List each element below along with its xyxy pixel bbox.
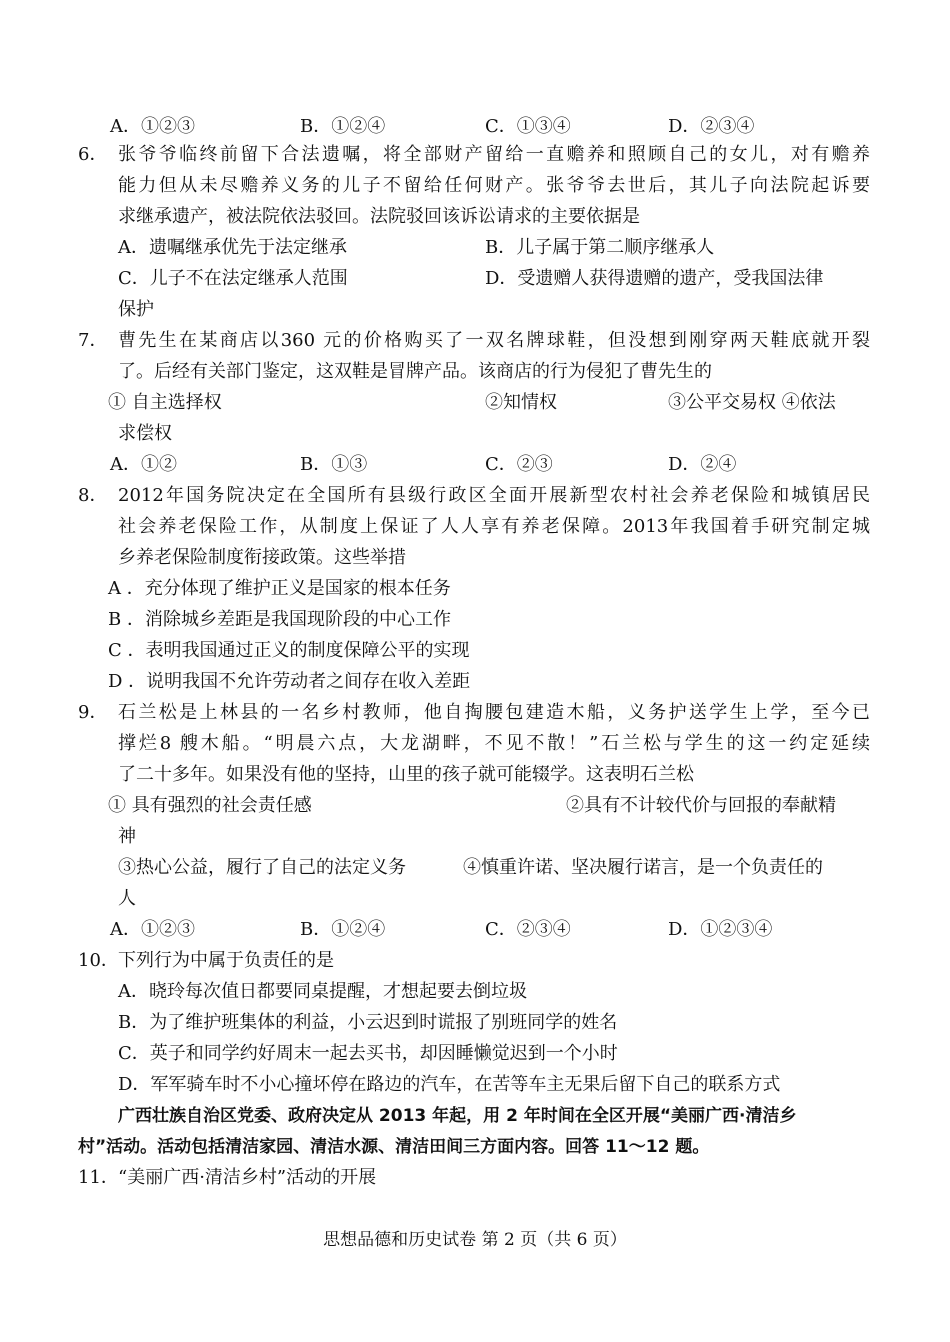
q8-option-a: A ．充分体现了维护正义是国家的根本任务 (108, 578, 451, 599)
q10-option-d: D．军军骑车时不小心撞坏停在路边的汽车，在苦等车主无果后留下自己的联系方式 (118, 1074, 781, 1095)
q6-option-b: B．儿子属于第二顺序继承人 (485, 237, 715, 258)
q6-number: 6． (78, 144, 108, 165)
q10-option-a: A．晓玲每次值日都要同桌提醒，才想起要去倒垃圾 (118, 981, 527, 1002)
q9-option-b: B．①②④ (300, 919, 386, 940)
q8-option-d: D ．说明我国不允许劳动者之间存在收入差距 (108, 671, 471, 692)
q9-number: 9． (78, 702, 108, 723)
q6-option-d: D．受遗赠人获得遗赠的遗产，受我国法律 (485, 268, 824, 289)
q8-stem-line: 乡养老保险制度衔接政策。这些举措 (118, 547, 406, 568)
q9-stem-line: 了二十多年。如果没有他的坚持，山里的孩子就可能辍学。这表明石兰松 (118, 764, 694, 785)
q9-item-1: ① 具有强烈的社会责任感 (108, 795, 312, 816)
q10-option-b: B．为了维护班集体的利益，小云迟到时谎报了别班同学的姓名 (118, 1012, 618, 1033)
q7-number: 7． (78, 330, 108, 351)
q9-option-c: C．②③④ (485, 919, 571, 940)
q7-item-2: ②知情权 (485, 392, 557, 413)
q7-stem-line: 了。后经有关部门鉴定，这双鞋是冒牌产品。该商店的行为侵犯了曹先生的 (118, 361, 712, 382)
q6-option-d-cont: 保护 (118, 299, 154, 320)
q9-stem-line: 撑烂8 艘木船。“明晨六点，大龙湖畔，不见不散！”石兰松与学生的这一约定延续 (118, 733, 870, 754)
material-paragraph-line: 广西壮族自治区党委、政府决定从 2013 年起，用 2 年时间在全区开展“美丽广西·清洁乡 (118, 1106, 797, 1126)
q7-option-a: A．①② (110, 454, 177, 475)
q7-item-3-4: ③公平交易权 ④依法 (668, 392, 836, 413)
q7-item-4-cont: 求偿权 (118, 423, 172, 444)
q8-option-c: C ．表明我国通过正义的制度保障公平的实现 (108, 640, 470, 661)
q6-option-c: C．儿子不在法定继承人范围 (118, 268, 348, 289)
q9-item-2: ②具有不计较代价与回报的奉献精 (566, 795, 836, 816)
q10-stem: 下列行为中属于负责任的是 (118, 950, 334, 971)
q7-option-d: D．②④ (668, 454, 737, 475)
q11-stem: “美丽广西·清洁乡村”活动的开展 (118, 1167, 377, 1188)
q8-option-b: B ．消除城乡差距是我国现阶段的中心工作 (108, 609, 451, 630)
q6-stem-line: 能力但从未尽赡养义务的儿子不留给任何财产。张爷爷去世后，其儿子向法院起诉要 (118, 175, 870, 196)
q10-number: 10． (78, 950, 119, 971)
q8-stem-line: 社会养老保险工作，从制度上保证了人人享有养老保障。2013年我国着手研究制定城 (118, 516, 870, 537)
q5-option-b: B．①②④ (300, 116, 386, 137)
q7-option-b: B．①③ (300, 454, 368, 475)
q9-item-3: ③热心公益，履行了自己的法定义务 (118, 857, 406, 878)
q6-stem-line: 求继承遗产，被法院依法驳回。法院驳回该诉讼请求的主要依据是 (118, 206, 640, 227)
q10-option-c: C．英子和同学约好周末一起去买书，却因睡懒觉迟到一个小时 (118, 1043, 618, 1064)
q9-item-2-cont: 神 (118, 826, 136, 847)
q8-number: 8． (78, 485, 108, 506)
q6-stem-line: 张爷爷临终前留下合法遗嘱，将全部财产留给一直赡养和照顾自己的女儿，对有赡养 (118, 144, 870, 165)
q8-stem-line: 2012年国务院决定在全国所有县级行政区全面开展新型农村社会养老保险和城镇居民 (118, 485, 870, 506)
q7-option-c: C．②③ (485, 454, 553, 475)
q5-option-c: C．①③④ (485, 116, 571, 137)
q9-stem-line: 石兰松是上林县的一名乡村教师，他自掏腰包建造木船，义务护送学生上学，至今已 (118, 702, 870, 723)
q9-option-a: A．①②③ (110, 919, 195, 940)
material-paragraph-line: 村”活动。活动包括清洁家园、清洁水源、清洁田间三方面内容。回答 11～12 题。 (78, 1137, 710, 1157)
q9-item-4-cont: 人 (118, 888, 136, 909)
q7-item-1: ① 自主选择权 (108, 392, 222, 413)
q7-stem-line: 曹先生在某商店以360 元的价格购买了一双名牌球鞋，但没想到刚穿两天鞋底就开裂 (118, 330, 870, 351)
q5-option-a: A．①②③ (110, 116, 195, 137)
q6-option-a: A．遗嘱继承优先于法定继承 (118, 237, 347, 258)
q5-option-d: D．②③④ (668, 116, 755, 137)
q9-item-4: ④慎重许诺、坚决履行诺言，是一个负责任的 (463, 857, 823, 878)
q9-option-d: D．①②③④ (668, 919, 773, 940)
page-footer: 思想品德和历史试卷 第 2 页（共 6 页） (323, 1230, 627, 1250)
q11-number: 11． (78, 1167, 119, 1188)
